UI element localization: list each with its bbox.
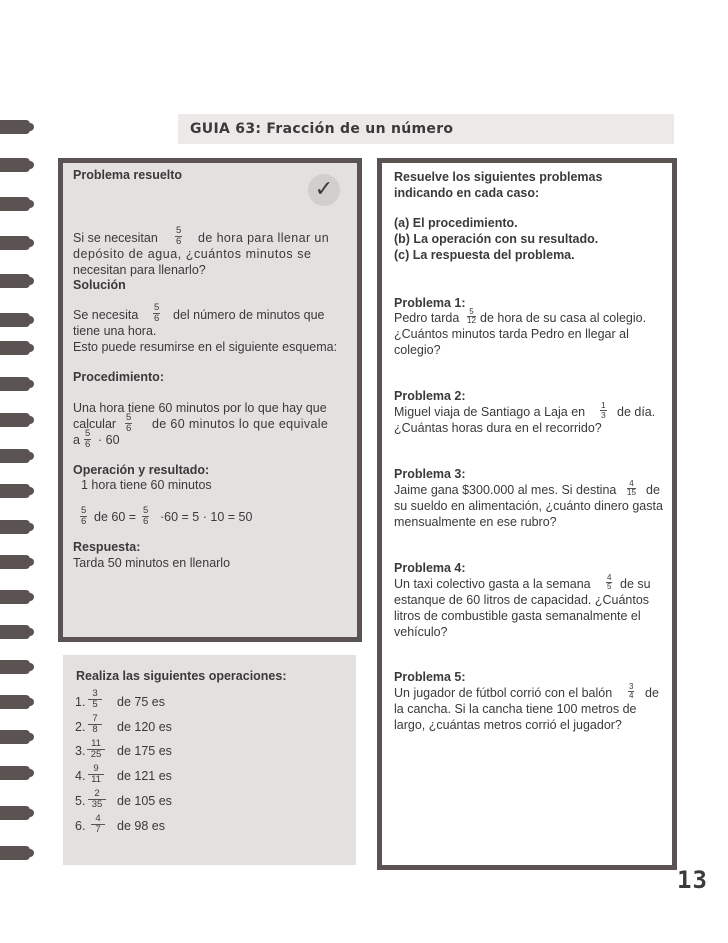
binder-tab xyxy=(0,120,30,134)
problem-title: Problema 1: xyxy=(394,296,466,310)
procedure-text: calcular xyxy=(73,417,117,431)
problem-text: ¿Cuántas horas dura en el recorrido? xyxy=(394,421,602,435)
binder-tab xyxy=(0,413,30,427)
problem-text: la cancha. Si la cancha tiene 100 metros de xyxy=(394,702,637,716)
problem-title: Problema 4: xyxy=(394,561,466,575)
page-number: 13 xyxy=(677,866,708,894)
problem-text: mensualmente en ese rubro? xyxy=(394,515,557,529)
fraction: $\frac{5}{6}$ xyxy=(85,428,91,450)
fraction: $\frac{7}{8}$ xyxy=(88,714,102,735)
binder-tab xyxy=(0,625,30,639)
problem-text: largo, ¿cuántas metros corrió el jugador? xyxy=(394,718,622,732)
page-title: GUIA 63: Fracción de un número xyxy=(190,121,454,137)
binder-tab xyxy=(0,484,30,498)
operation-index: 6. xyxy=(75,819,86,833)
problem-text: Un jugador de fútbol corrió con el balón xyxy=(394,686,613,700)
fraction: $\frac{5}{6}$ xyxy=(176,225,182,247)
operation-text: de 98 es xyxy=(117,819,165,833)
procedure-text: de 60 minutos lo que equivale xyxy=(152,417,329,431)
problem-text: su sueldo en alimentación, ¿cuánto dinero gasta xyxy=(394,499,663,513)
problem-text: de día. xyxy=(617,405,656,419)
binder-tab xyxy=(0,313,30,327)
binder-tab xyxy=(0,766,30,780)
problem-text: ¿Cuántos minutos tarda Pedro en llegar al xyxy=(394,327,629,341)
question-text: de hora para llenar un xyxy=(198,231,330,245)
procedure-text: Una hora tiene 60 minutos por lo que hay que xyxy=(73,401,327,415)
problem-title: Problema 5: xyxy=(394,670,466,684)
fraction: $\frac{4}{15}$ xyxy=(627,479,636,497)
checkmark-icon: ✓ xyxy=(308,174,340,206)
operation-label: Operación y resultado: xyxy=(73,463,210,477)
problem-text: de hora de su casa al colegio. xyxy=(480,311,647,325)
title-bar xyxy=(178,114,674,144)
instructions-text: Resuelve los siguientes problemas xyxy=(394,170,603,184)
solved-heading: Problema resuelto xyxy=(73,168,183,182)
question-text: necesitan para llenarlo? xyxy=(73,263,206,277)
binder-tab xyxy=(0,806,30,820)
fraction: $\frac{11}{25}$ xyxy=(87,739,105,760)
operations-heading: Realiza las siguientes operaciones: xyxy=(76,669,287,683)
problem-text: Miguel viaja de Santiago a Laja en xyxy=(394,405,586,419)
operation-text: de 175 es xyxy=(117,744,172,758)
fraction: $\frac{3}{5}$ xyxy=(88,689,102,710)
operation-index: 1. xyxy=(75,695,86,709)
problem-text: estanque de 60 litros de capacidad. ¿Cuántos xyxy=(394,593,650,607)
operations-box xyxy=(63,655,356,865)
operation-index: 3. xyxy=(75,744,86,758)
solution-text: del número de minutos que xyxy=(173,308,325,322)
problem-title: Problema 3: xyxy=(394,467,466,481)
fraction: $\frac{1}{3}$ xyxy=(601,400,606,420)
problem-text: litros de combustible gasta semanalmente el xyxy=(394,609,641,623)
operation-text: de 121 es xyxy=(117,769,172,783)
binder-tab xyxy=(0,846,30,860)
operation-index: 2. xyxy=(75,720,86,734)
fraction: $\frac{9}{11}$ xyxy=(88,764,104,785)
operation-index: 5. xyxy=(75,794,86,808)
operation-text: de 75 es xyxy=(117,695,165,709)
solution-text: tiene una hora. xyxy=(73,324,157,338)
solution-text: Se necesita xyxy=(73,308,139,322)
answer-text: Tarda 50 minutos en llenarlo xyxy=(73,556,231,570)
binder-tab xyxy=(0,158,30,172)
procedure-text: a xyxy=(73,433,80,447)
binder-tab xyxy=(0,341,30,355)
binder-tab xyxy=(0,197,30,211)
problem-title: Problema 2: xyxy=(394,389,466,403)
fraction: $\frac{4}{5}$ xyxy=(607,573,612,591)
operation-text: de 120 es xyxy=(117,720,172,734)
binder-tab xyxy=(0,695,30,709)
question-text: depósito de agua, ¿cuántos minutos se xyxy=(73,247,312,261)
operation-text: ·60 = 5 · 10 = 50 xyxy=(160,510,253,524)
procedure-text: · 60 xyxy=(98,433,120,447)
instructions-item: (a) El procedimiento. xyxy=(394,216,518,230)
answer-label: Respuesta: xyxy=(73,540,141,554)
problem-text: colegio? xyxy=(394,343,441,357)
fraction: $\frac{3}{4}$ xyxy=(629,682,634,700)
fraction: $\frac{4}{7}$ xyxy=(91,814,105,835)
fraction: $\frac{5}{12}$ xyxy=(467,307,476,325)
problem-text: vehículo? xyxy=(394,625,448,639)
binder-tab xyxy=(0,449,30,463)
problem-text: Pedro tarda xyxy=(394,311,460,325)
problem-text: de xyxy=(645,686,659,700)
procedure-label: Procedimiento: xyxy=(73,370,164,384)
operation-text: de 60 = xyxy=(94,510,137,524)
operation-text: de 105 es xyxy=(117,794,172,808)
binder-tab xyxy=(0,520,30,534)
solution-text: Esto puede resumirse en el siguiente esquema: xyxy=(73,340,338,354)
fraction: $\frac{5}{6}$ xyxy=(81,505,87,527)
operation-index: 4. xyxy=(75,769,86,783)
binder-tab xyxy=(0,590,30,604)
binder-tab xyxy=(0,660,30,674)
instructions-item: (b) La operación con su resultado. xyxy=(394,232,599,246)
problem-text: Jaime gana $300.000 al mes. Si destina xyxy=(394,483,617,497)
fraction: $\frac{5}{6}$ xyxy=(126,412,132,434)
solution-label: Solución xyxy=(73,278,126,292)
binder-tab xyxy=(0,730,30,744)
fraction: $\frac{5}{6}$ xyxy=(154,302,160,324)
problem-text: de su xyxy=(620,577,651,591)
binder-tab xyxy=(0,555,30,569)
operation-text: 1 hora tiene 60 minutos xyxy=(81,478,212,492)
problem-text: de xyxy=(646,483,660,497)
question-text: Si se necesitan xyxy=(73,231,158,245)
binder-tab xyxy=(0,274,30,288)
fraction: $\frac{5}{6}$ xyxy=(143,505,149,527)
binder-tab xyxy=(0,236,30,250)
instructions-text: indicando en cada caso: xyxy=(394,186,540,200)
fraction: $\frac{2}{35}$ xyxy=(88,789,106,810)
instructions-item: (c) La respuesta del problema. xyxy=(394,248,575,262)
binder-tab xyxy=(0,377,30,391)
problem-text: Un taxi colectivo gasta a la semana xyxy=(394,577,591,591)
